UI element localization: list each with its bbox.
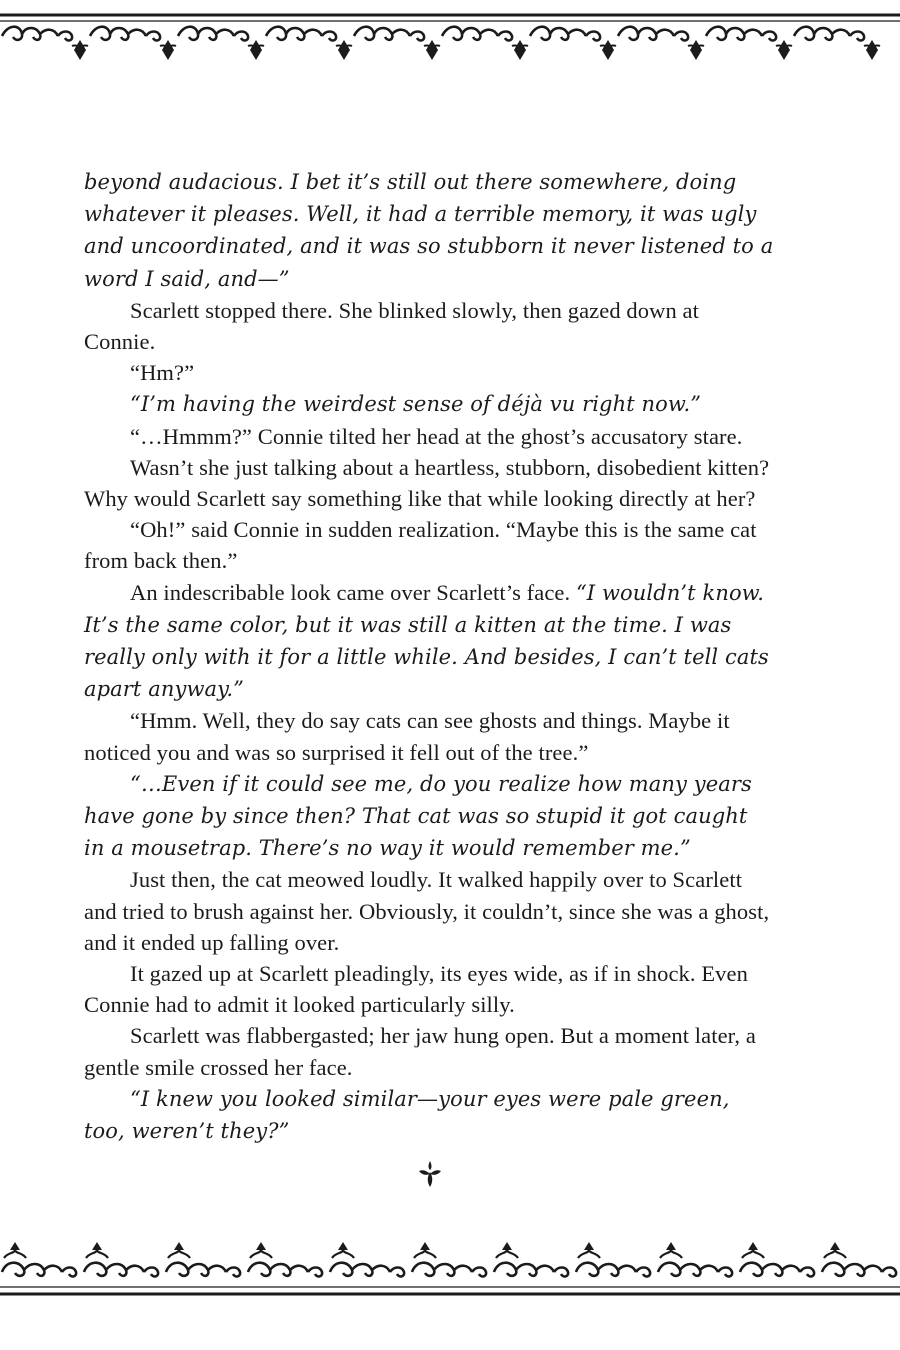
paragraph xyxy=(84,1020,774,1082)
paragraph-text: “…Even if it could see me, do you realize how many years have gone by since then? That cat was so stupid it got caught in a mousetrap. There’s no way it would remember me.” xyxy=(84,771,752,861)
paragraph-text: beyond audacious. I bet it’s still out there somewhere, doing whatever it pleases. Well, it had a terrible memory, it was ugly and uncoordinated, and it was so stubborn it never listened to a word I said, and—” xyxy=(84,170,774,291)
paragraph-text: Scarlett stopped there. She blinked slowly, then gazed down at Connie. xyxy=(84,297,699,355)
paragraph xyxy=(84,388,774,420)
scroll-border-icon xyxy=(0,10,900,70)
paragraph-text: “Oh!” said Connie in sudden realization. “Maybe this is the same cat from back then.” xyxy=(84,517,757,574)
paragraph-text: Scarlett was flabbergasted; her jaw hung open. But a moment later, a gentle smile crossed her face. xyxy=(84,1023,756,1080)
fleuron-icon xyxy=(415,1159,445,1189)
paragraph-text: An indescribable look came over Scarlett’s face. xyxy=(130,579,576,605)
paragraph xyxy=(84,577,774,706)
section-divider xyxy=(415,1159,445,1189)
paragraph-italic-text: “I wouldn’t know. It’s the same color, but it was still a kitten at the time. I was really only with it for a little while. And besides, I can’t tell cats apart anyway.” xyxy=(84,580,769,702)
paragraph xyxy=(84,514,774,576)
paragraph-text: Just then, the cat meowed loudly. It walked happily over to Scarlett and tried to brush against her. Obviously, it couldn’t, since she was a ghost, and it ended up falling over. xyxy=(84,867,770,955)
paragraph-text: “Hm?” xyxy=(130,360,195,386)
paragraph xyxy=(84,958,774,1020)
top-ornamental-border xyxy=(0,10,900,70)
paragraph-text: “Hmm. Well, they do say cats can see ghosts and things. Maybe it noticed you and was so surprised it fell out of the tree.” xyxy=(84,708,730,765)
paragraph xyxy=(84,864,774,958)
paragraph-text: “…Hmmm?” Connie tilted her head at the ghost’s accusatory stare. xyxy=(130,423,743,449)
paragraph xyxy=(84,452,774,514)
paragraph xyxy=(84,705,774,767)
paragraph-text: It gazed up at Scarlett pleadingly, its eyes wide, as if in shock. Even Connie had to admit it looked particularly silly. xyxy=(84,961,748,1018)
body-text xyxy=(84,166,774,1147)
bottom-ornamental-border xyxy=(0,1232,900,1302)
paragraph xyxy=(84,166,774,295)
paragraph-text: “I’m having the weirdest sense of déjà vu right now.” xyxy=(130,392,702,417)
paragraph-text: “I knew you looked similar—your eyes were pale green, too, weren’t they?” xyxy=(84,1086,730,1144)
paragraph xyxy=(84,295,774,357)
paragraph xyxy=(84,357,774,388)
paragraph-text: Wasn’t she just talking about a heartless, stubborn, disobedient kitten? Why would Scarlett say something like that while looking directly at her? xyxy=(84,454,770,512)
paragraph xyxy=(84,421,774,452)
paragraph xyxy=(84,768,774,865)
scroll-border-icon xyxy=(0,1232,900,1302)
paragraph xyxy=(84,1083,774,1147)
